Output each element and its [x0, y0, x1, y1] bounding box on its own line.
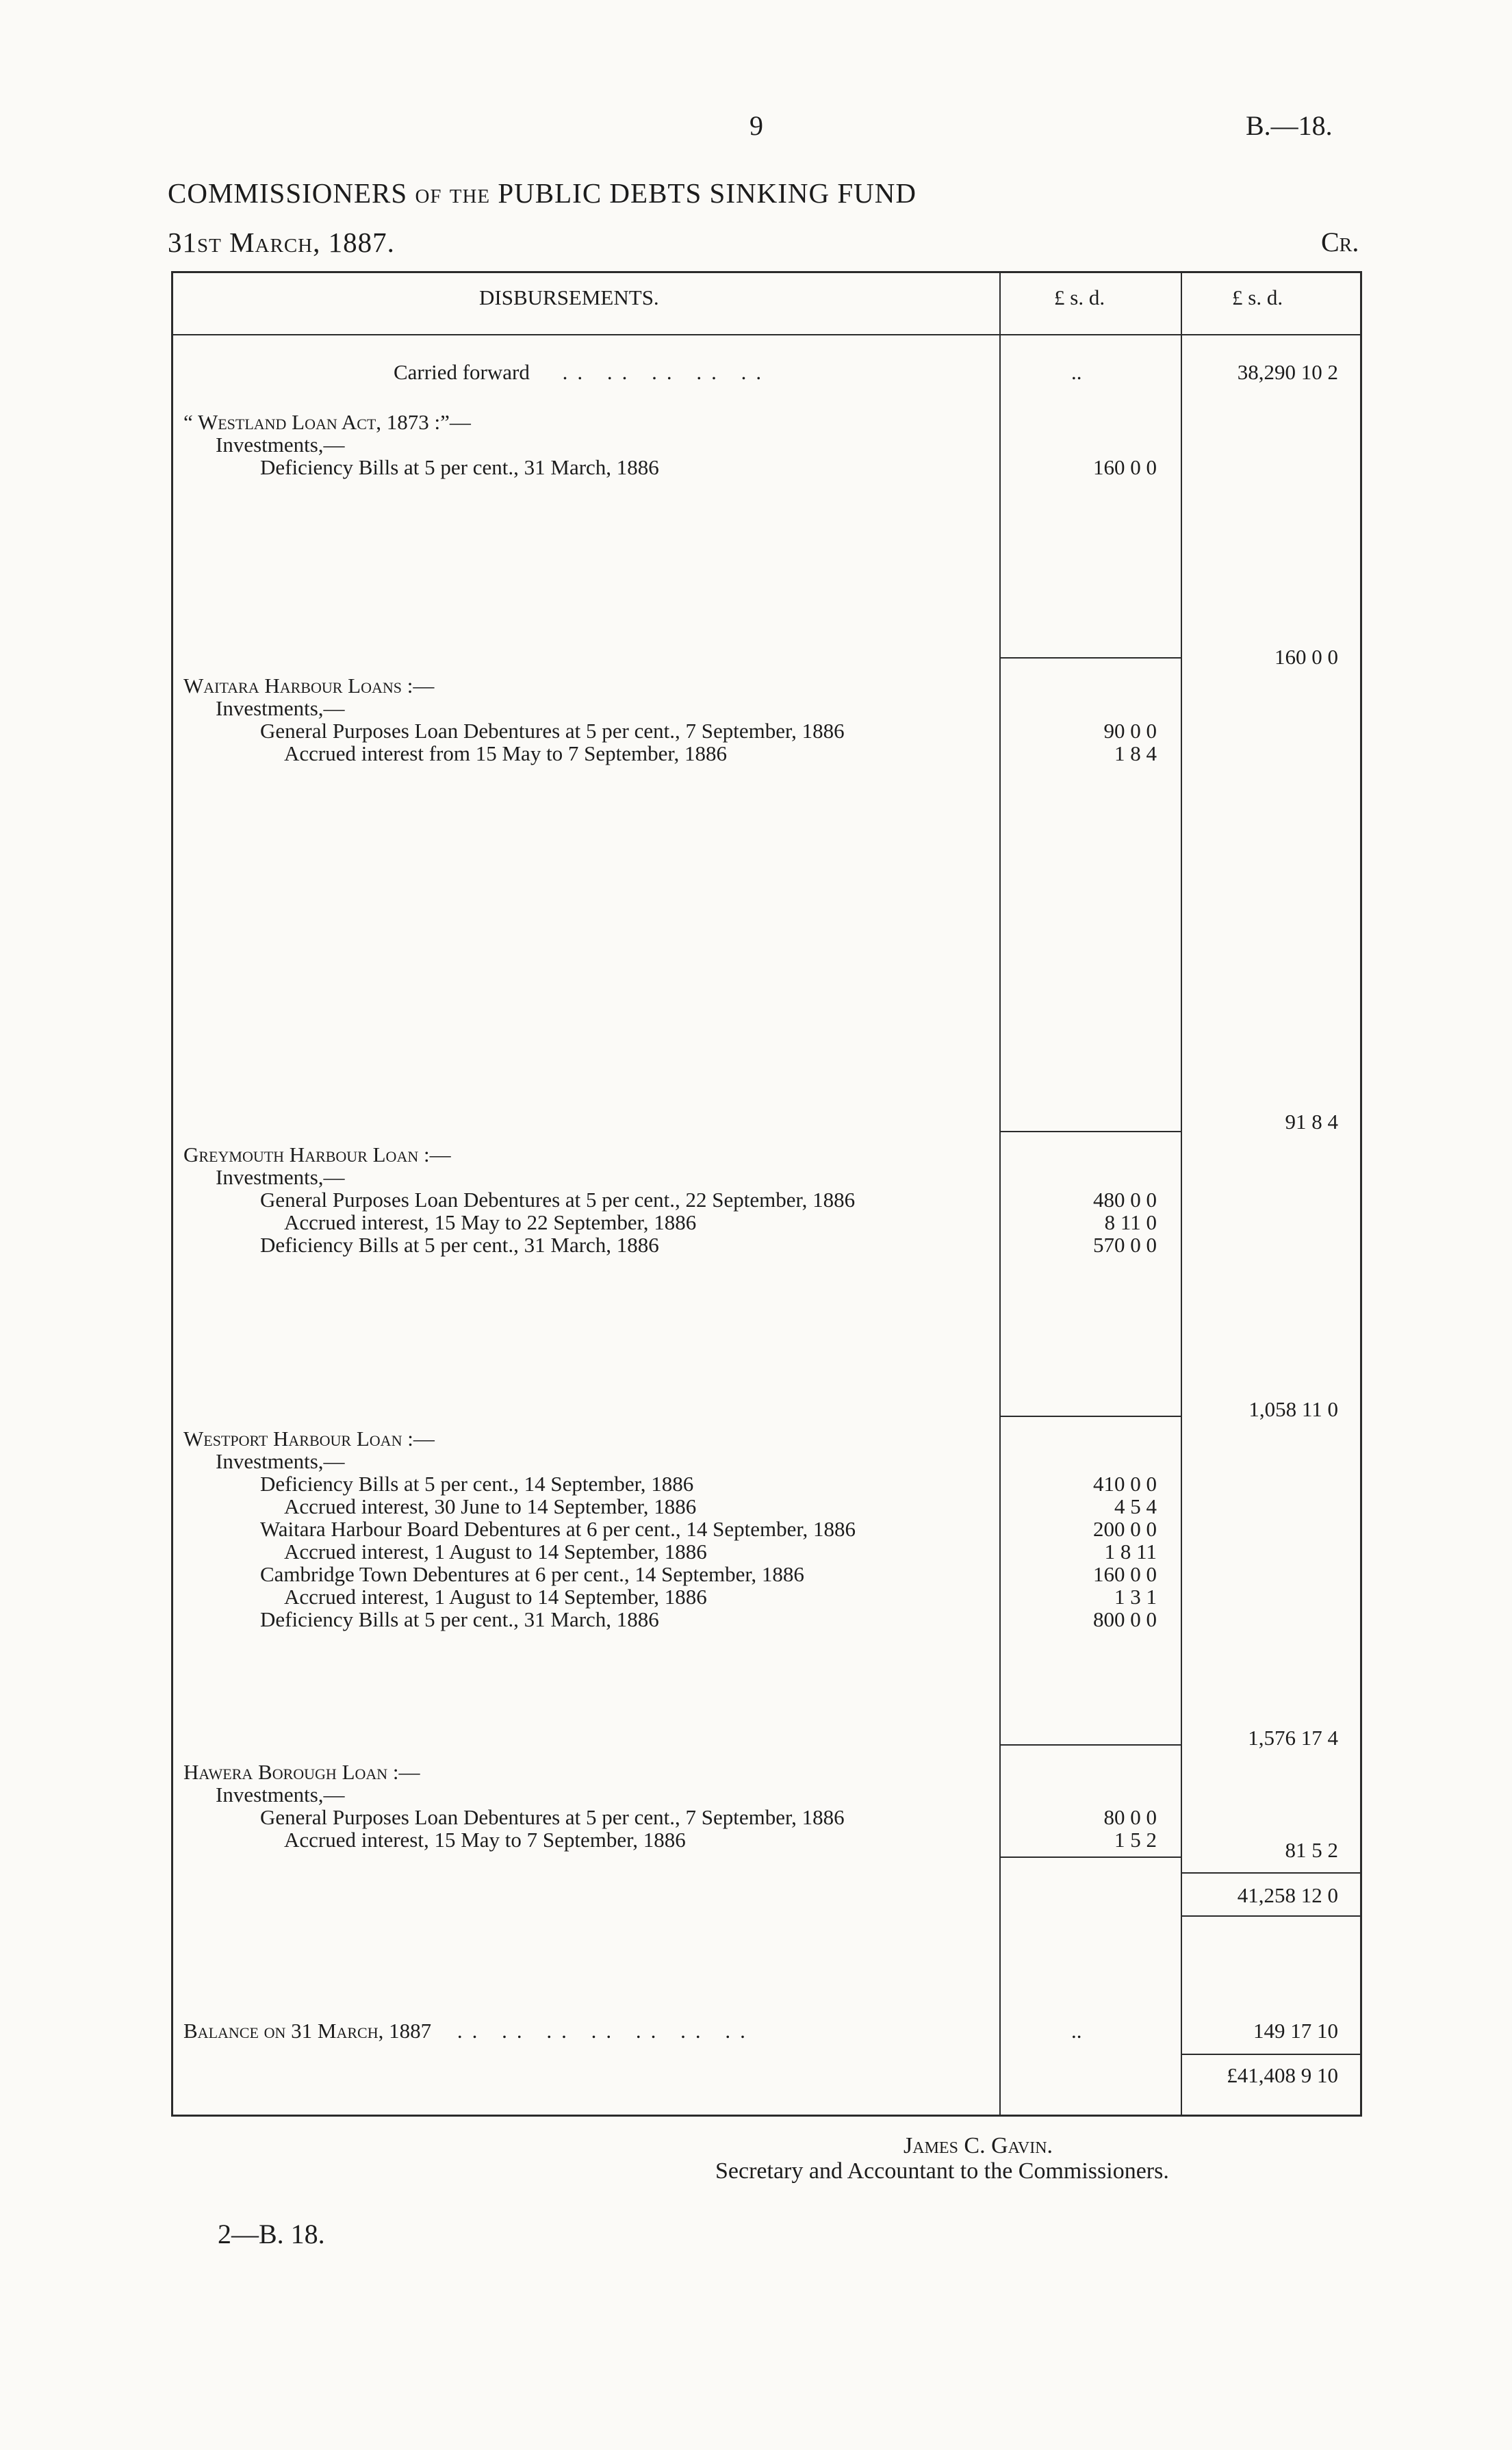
table-top-rule	[171, 271, 1362, 273]
subtotal-bottom-rule	[1181, 1915, 1362, 1917]
carried-forward-label: Carried forward .. .. .. .. ..	[394, 360, 771, 384]
item-amount: 480 0 0	[1093, 1188, 1157, 1212]
list-item: Waitara Harbour Board Debentures at 6 per cent., 14 September, 1886	[260, 1517, 856, 1541]
table-right-rule	[1360, 271, 1362, 2117]
greymouth-heading: Greymouth Harbour Loan :—	[183, 1143, 451, 1166]
list-item: General Purposes Loan Debentures at 5 per cent., 7 September, 1886	[260, 719, 845, 743]
item-amount: 90 0 0	[1103, 719, 1157, 743]
item-amount: 1 8 11	[1104, 1540, 1157, 1564]
signature-name: James C. Gavin.	[904, 2133, 1053, 2158]
list-item: Deficiency Bills at 5 per cent., 31 March, 1886	[260, 455, 659, 479]
carried-forward-inner: ..	[1071, 360, 1082, 384]
list-item: General Purposes Loan Debentures at 5 per cent., 7 September, 1886	[260, 1805, 845, 1829]
grand-total: £41,408 9 10	[1227, 2063, 1338, 2087]
list-item: General Purposes Loan Debentures at 5 per cent., 22 September, 1886	[260, 1188, 856, 1212]
signature-title: Secretary and Accountant to the Commissioners.	[715, 2158, 1169, 2184]
westland-heading: “ Westland Loan Act, 1873 :”—	[183, 410, 471, 434]
item-amount: 160 0 0	[1093, 1562, 1157, 1586]
item-amount: 8 11 0	[1104, 1210, 1157, 1234]
page-number: 9	[749, 110, 763, 141]
carried-forward-outer: 38,290 10 2	[1237, 360, 1338, 384]
item-amount: 570 0 0	[1093, 1233, 1157, 1257]
hawera-heading: Hawera Borough Loan :—	[183, 1760, 420, 1784]
item-amount: 160 0 0	[1093, 455, 1157, 479]
page-footer: 2—B. 18.	[218, 2219, 325, 2249]
credit-side-label: Cr.	[1321, 227, 1359, 257]
item-amount: 410 0 0	[1093, 1472, 1157, 1496]
grand-total-top-rule	[1181, 2054, 1362, 2055]
subtotal-rule	[1181, 1872, 1362, 1874]
waitara-sum-rule	[999, 1131, 1181, 1132]
list-item: Deficiency Bills at 5 per cent., 14 September, 1886	[260, 1472, 694, 1496]
item-amount: 200 0 0	[1093, 1517, 1157, 1541]
list-item: Deficiency Bills at 5 per cent., 31 March, 1886	[260, 1233, 659, 1257]
greymouth-investments: Investments,—	[216, 1165, 345, 1189]
header-bottom-rule	[171, 334, 1362, 335]
disbursements-header: DISBURSEMENTS.	[479, 285, 659, 309]
list-item: Accrued interest, 1 August to 14 September, 1886	[284, 1585, 707, 1609]
list-item: Cambridge Town Debentures at 6 per cent., 14 September, 1886	[260, 1562, 804, 1586]
waitara-total: 91 8 4	[1285, 1110, 1338, 1134]
balance-label: Balance on 31 March, 1887 .. .. .. .. .. .. ..	[183, 2019, 755, 2043]
item-amount: 1 8 4	[1114, 741, 1157, 765]
item-amount: 4 5 4	[1114, 1494, 1157, 1518]
westland-investments: Investments,—	[216, 433, 345, 457]
westport-total: 1,576 17 4	[1248, 1726, 1338, 1750]
westport-sum-rule	[999, 1744, 1181, 1746]
inner-column-rule	[999, 271, 1001, 2117]
item-amount: 80 0 0	[1103, 1805, 1157, 1829]
inner-currency-header: £ s. d.	[1054, 285, 1105, 309]
item-amount: 1 3 1	[1114, 1585, 1157, 1609]
westport-investments: Investments,—	[216, 1449, 345, 1473]
page-title: COMMISSIONERS of the PUBLIC DEBTS SINKING FUND	[168, 177, 917, 209]
list-item: Accrued interest, 1 August to 14 September, 1886	[284, 1540, 707, 1564]
table-bottom-rule	[171, 2115, 1362, 2117]
item-amount: 800 0 0	[1093, 1607, 1157, 1631]
hawera-total: 81 5 2	[1285, 1838, 1338, 1862]
item-amount: 1 5 2	[1114, 1828, 1157, 1852]
westland-sum-rule	[999, 657, 1181, 659]
balance-inner: ..	[1071, 2019, 1082, 2043]
hawera-sum-rule	[999, 1856, 1181, 1858]
statement-date: 31st March, 1887.	[168, 227, 395, 258]
list-item: Accrued interest, 15 May to 22 September, 1886	[284, 1210, 697, 1234]
westport-heading: Westport Harbour Loan :—	[183, 1427, 435, 1451]
table-left-rule	[171, 271, 173, 2117]
waitara-heading: Waitara Harbour Loans :—	[183, 674, 435, 698]
list-item: Accrued interest, 30 June to 14 September, 1886	[284, 1494, 697, 1518]
outer-currency-header: £ s. d.	[1232, 285, 1283, 309]
greymouth-total: 1,058 11 0	[1248, 1397, 1338, 1421]
hawera-investments: Investments,—	[216, 1783, 345, 1807]
westland-total: 160 0 0	[1274, 645, 1338, 669]
list-item: Accrued interest, 15 May to 7 September, 1886	[284, 1828, 686, 1852]
list-item: Accrued interest from 15 May to 7 September, 1886	[284, 741, 728, 765]
balance-outer: 149 17 10	[1253, 2019, 1338, 2043]
list-item: Deficiency Bills at 5 per cent., 31 March, 1886	[260, 1607, 659, 1631]
subtotal-amount: 41,258 12 0	[1237, 1883, 1338, 1907]
waitara-investments: Investments,—	[216, 696, 345, 720]
document-reference: B.—18.	[1246, 110, 1333, 141]
greymouth-sum-rule	[999, 1416, 1181, 1417]
outer-column-rule	[1181, 271, 1182, 2117]
